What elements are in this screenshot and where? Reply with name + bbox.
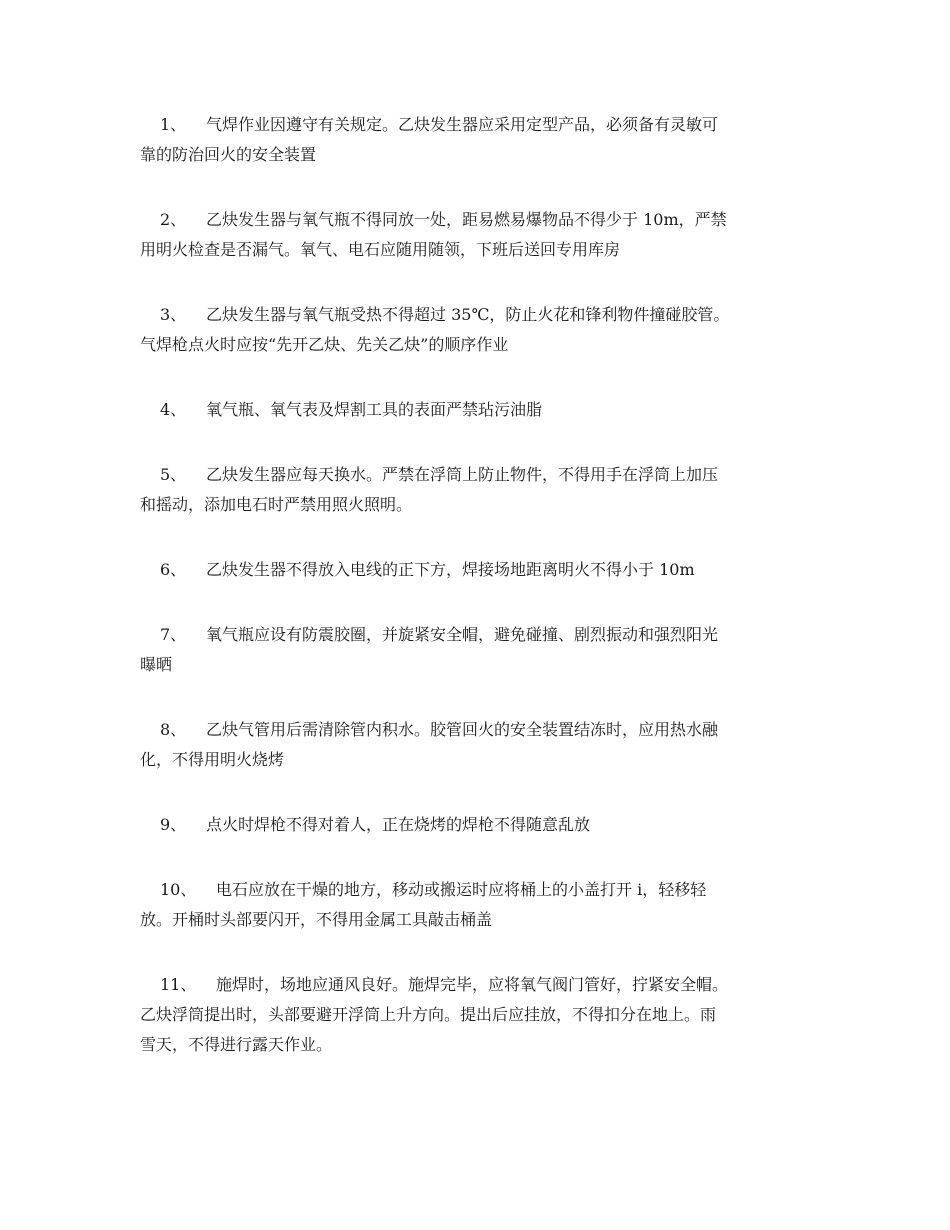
rule-number: 8、 (160, 720, 187, 739)
rule-item-10 (140, 875, 810, 935)
rule-number: 3、 (160, 305, 187, 324)
rule-item-9 (140, 810, 810, 840)
rule-text: 电石应放在干燥的地方，移动或搬运时应将桶上的小盖打开 i，轻移轻 (216, 880, 707, 899)
rule-text: 气焊作业因遵守有关规定。乙炔发生器应采用定型产品，必须备有灵敏可 (206, 115, 719, 134)
rule-number: 5、 (160, 465, 187, 484)
rule-number: 1、 (160, 115, 187, 134)
rule-item-4 (140, 395, 810, 425)
rule-number: 4、 (160, 400, 187, 419)
rule-line (140, 875, 810, 905)
rule-line (140, 555, 810, 585)
rule-line (140, 205, 810, 235)
rule-line: 靠的防治回火的安全装置 (140, 145, 317, 164)
rule-line: 曝晒 (140, 655, 173, 674)
rule-number: 9、 (160, 815, 187, 834)
rule-text: 施焊时，场地应通风良好。施焊完毕，应将氧气阀门管好，拧紧安全帽。 (216, 975, 729, 994)
rule-item-3 (140, 300, 810, 360)
rule-text: 氧气瓶应设有防震胶圈，并旋紧安全帽，避免碰撞、剧烈振动和强烈阳光 (206, 625, 719, 644)
rule-line (140, 715, 810, 745)
rule-line (140, 620, 810, 650)
rule-number: 2、 (160, 210, 187, 229)
rule-line: 和摇动，添加电石时严禁用照火照明。 (140, 495, 413, 514)
rule-line (140, 460, 810, 490)
rule-line (140, 300, 810, 330)
rule-number: 6、 (160, 560, 187, 579)
rule-line (140, 110, 810, 140)
rule-text: 乙炔发生器不得放入电线的正下方，焊接场地距离明火不得小于 10m (206, 560, 695, 579)
rule-number: 10、 (160, 880, 197, 899)
rule-line (140, 970, 810, 1000)
rule-item-6 (140, 555, 810, 585)
rule-number: 7、 (160, 625, 187, 644)
rule-text: 点火时焊枪不得对着人，正在烧烤的焊枪不得随意乱放 (206, 815, 591, 834)
rule-item-8 (140, 715, 810, 775)
rule-item-1 (140, 110, 810, 170)
rule-item-2 (140, 205, 810, 265)
rule-item-7 (140, 620, 810, 680)
rule-text: 乙炔发生器与氧气瓶不得同放一处，距易燃易爆物品不得少于 10m，严禁 (206, 210, 727, 229)
rule-number: 11、 (160, 975, 197, 994)
rule-line: 气焊枪点火时应按“先开乙炔、先关乙炔”的顺序作业 (140, 335, 509, 354)
rule-text: 乙炔发生器与氧气瓶受热不得超过 35℃，防止火花和锋利物件撞碰胶管。 (206, 305, 730, 324)
rule-text: 氧气瓶、氧气表及焊割工具的表面严禁玷污油脂 (206, 400, 543, 419)
rule-item-5 (140, 460, 810, 520)
rule-item-11 (140, 970, 810, 1060)
rule-line: 放。开桶时头部要闪开，不得用金属工具敲击桶盖 (140, 910, 493, 929)
rule-line (140, 810, 810, 840)
rule-text: 乙炔发生器应每天换水。严禁在浮筒上防止物件，不得用手在浮筒上加压 (206, 465, 719, 484)
rule-line: 雪天，不得进行露天作业。 (140, 1035, 333, 1054)
rule-line (140, 395, 810, 425)
rule-line: 乙炔浮筒提出时，头部要避开浮筒上升方向。提出后应挂放，不得扣分在地上。雨 (140, 1005, 717, 1024)
rule-text: 乙炔气管用后需清除管内积水。胶管回火的安全装置结冻时，应用热水融 (206, 720, 719, 739)
rule-line: 化，不得用明火烧烤 (140, 750, 285, 769)
rule-line: 用明火检查是否漏气。氧气、电石应随用随领，下班后送回专用库房 (140, 240, 621, 259)
